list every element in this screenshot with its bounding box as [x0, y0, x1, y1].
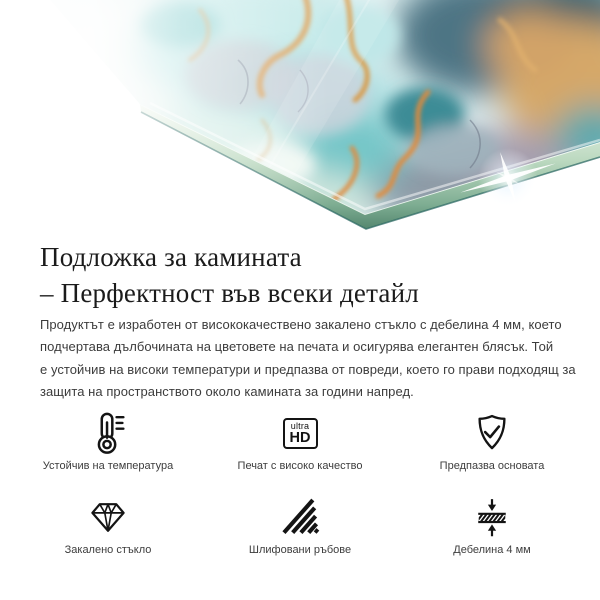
- feature-label: Закалено стъкло: [64, 544, 152, 557]
- feature-label: Шлифовани ръбове: [248, 544, 352, 557]
- product-description: [40, 314, 600, 403]
- feature-label: Устойчив на температура: [42, 460, 174, 473]
- ultra-hd-text-top: ultra: [290, 420, 310, 431]
- ultra-hd-text-bottom: HD: [289, 429, 311, 446]
- feature-grid: [18, 409, 600, 557]
- description-line: е устойчив на високи температури и предпазва от повреди, което го прави подходящ за: [40, 361, 576, 377]
- left-fade: [0, 0, 330, 232]
- shield-check-icon: [470, 411, 514, 455]
- feature-print-quality: [210, 409, 390, 473]
- feature-polished-edges: [210, 493, 390, 557]
- page-title-line2: – Перфектност във всеки детайл: [40, 278, 419, 308]
- description-line: подчертава дълбочината на цветовете на печата и осигурява елегантен блясък. Той: [40, 339, 554, 355]
- thickness-4mm-icon: [470, 495, 514, 539]
- feature-protects-base: [402, 409, 582, 473]
- description-line: защита на пространството около камината за години напред.: [40, 383, 414, 399]
- feature-temperature: [18, 409, 198, 473]
- diamond-icon: [86, 495, 130, 539]
- feature-label: Печат с високо качество: [237, 460, 363, 473]
- feature-label: Предпазва основата: [439, 460, 545, 473]
- page-title-line1: Подложка за камината: [40, 242, 302, 272]
- hero-image: [0, 0, 600, 232]
- feature-thickness: [402, 493, 582, 557]
- feature-tempered-glass: [18, 493, 198, 557]
- polished-edges-icon: [278, 495, 322, 539]
- thermometer-icon: [85, 410, 131, 456]
- feature-label: Дебелина 4 мм: [453, 544, 531, 557]
- ultra-hd-icon: [283, 418, 318, 449]
- description-line: Продуктът е изработен от висококачествено закалено стъкло с дебелина 4 мм, което: [40, 317, 562, 332]
- page-title: [40, 239, 600, 311]
